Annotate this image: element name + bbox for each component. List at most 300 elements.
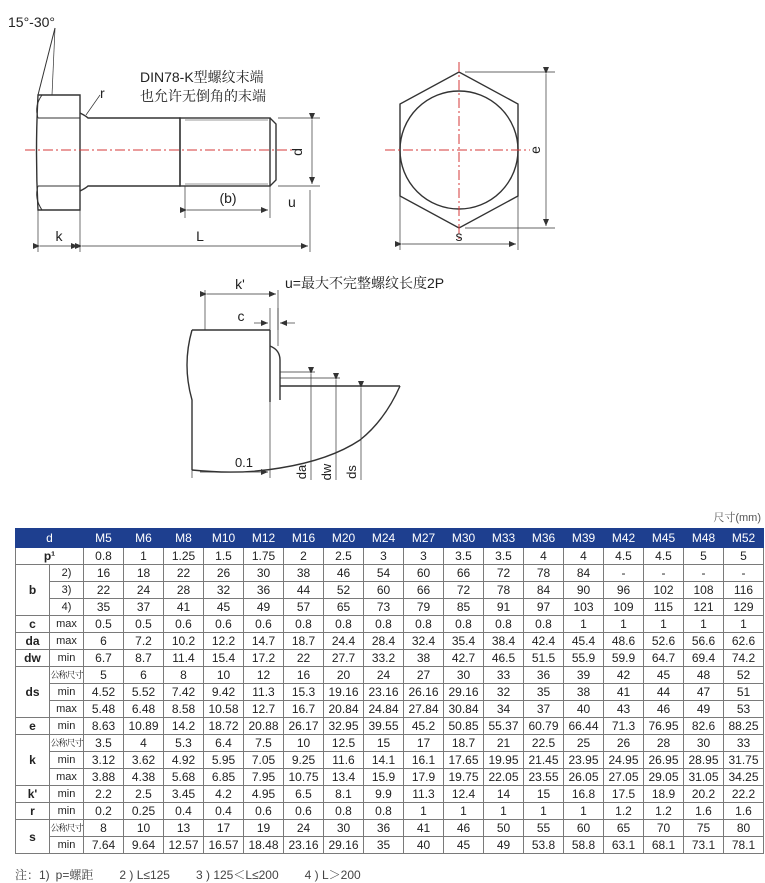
value-cell: 1 (124, 548, 164, 565)
value-cell: 78 (524, 565, 564, 582)
value-cell: 74.2 (724, 650, 764, 667)
param-label: k (16, 735, 50, 786)
sub-label: 3) (50, 582, 84, 599)
value-cell: 23.95 (564, 752, 604, 769)
end-note-line1: DIN78-K型螺纹末端 (140, 69, 264, 85)
value-cell: 29.16 (324, 837, 364, 854)
value-cell: 6.4 (204, 735, 244, 752)
header-size: M5 (84, 529, 124, 548)
value-cell: 6.5 (284, 786, 324, 803)
value-cell: 48 (684, 667, 724, 684)
value-cell: 10.58 (204, 701, 244, 718)
value-cell: 28.4 (364, 633, 404, 650)
value-cell: 1.6 (724, 803, 764, 820)
value-cell: 29.16 (444, 684, 484, 701)
sub-label: max (50, 769, 84, 786)
value-cell: 3 (364, 548, 404, 565)
end-note-line2: 也允许无倒角的末端 (140, 88, 266, 104)
value-cell: 46 (644, 701, 684, 718)
value-cell: 6 (84, 633, 124, 650)
value-cell: 27.7 (324, 650, 364, 667)
value-cell: 91 (484, 599, 524, 616)
header-size: M24 (364, 529, 404, 548)
value-cell: 10.75 (284, 769, 324, 786)
value-cell: 57 (284, 599, 324, 616)
value-cell: 82.6 (684, 718, 724, 735)
value-cell: 0.8 (404, 616, 444, 633)
value-cell: 55.9 (564, 650, 604, 667)
value-cell: 4 (564, 548, 604, 565)
value-cell: 53 (724, 701, 764, 718)
value-cell: 13 (164, 820, 204, 837)
value-cell: 54 (364, 565, 404, 582)
value-cell: 18.9 (644, 786, 684, 803)
value-cell: 30 (684, 735, 724, 752)
value-cell: 0.5 (124, 616, 164, 633)
value-cell: 75 (684, 820, 724, 837)
value-cell: 3.45 (164, 786, 204, 803)
value-cell: 31.75 (724, 752, 764, 769)
bolt-dimension-table (15, 528, 764, 854)
value-cell: 66.44 (564, 718, 604, 735)
table-row (16, 735, 764, 752)
bolt-side-view (25, 28, 320, 252)
header-size: M33 (484, 529, 524, 548)
param-label: p¹ (16, 548, 84, 565)
value-cell: 9.9 (364, 786, 404, 803)
value-cell: 22 (84, 582, 124, 599)
value-cell: 24.95 (604, 752, 644, 769)
value-cell: 0.6 (204, 616, 244, 633)
value-cell: 53.8 (524, 837, 564, 854)
value-cell: 17.5 (604, 786, 644, 803)
value-cell: 16 (284, 667, 324, 684)
value-cell: 28 (644, 735, 684, 752)
value-cell: 56.6 (684, 633, 724, 650)
header-size: M48 (684, 529, 724, 548)
value-cell: 5.3 (164, 735, 204, 752)
value-cell: 21.45 (524, 752, 564, 769)
value-cell: 3.88 (84, 769, 124, 786)
header-size: M27 (404, 529, 444, 548)
value-cell: 8.63 (84, 718, 124, 735)
value-cell: 8.1 (324, 786, 364, 803)
value-cell: 0.8 (284, 616, 324, 633)
value-cell: 7.42 (164, 684, 204, 701)
value-cell: 46 (444, 820, 484, 837)
sub-label: 公称尺寸 (50, 820, 84, 837)
value-cell: 40 (404, 837, 444, 854)
value-cell: 45 (644, 667, 684, 684)
footnote-1: p=螺距 (55, 868, 94, 882)
value-cell: 109 (604, 599, 644, 616)
value-cell: 12 (244, 667, 284, 684)
header-size: M45 (644, 529, 684, 548)
dim-dw-label: dw (319, 463, 334, 481)
value-cell: 108 (684, 582, 724, 599)
value-cell: 23.16 (284, 837, 324, 854)
value-cell: 5.68 (164, 769, 204, 786)
value-cell: 35 (364, 837, 404, 854)
table-row (16, 616, 764, 633)
value-cell: 44 (284, 582, 324, 599)
value-cell: 17.9 (404, 769, 444, 786)
value-cell: 22.5 (524, 735, 564, 752)
value-cell: 11.4 (164, 650, 204, 667)
value-cell: 23.16 (364, 684, 404, 701)
value-cell: 6.48 (124, 701, 164, 718)
value-cell: 33.2 (364, 650, 404, 667)
dim-s-label: s (455, 228, 463, 244)
table-row (16, 752, 764, 769)
header-size: M6 (124, 529, 164, 548)
value-cell: 4 (524, 548, 564, 565)
value-cell: 45 (444, 837, 484, 854)
value-cell: 18.48 (244, 837, 284, 854)
value-cell: 1.25 (164, 548, 204, 565)
value-cell: 45.4 (564, 633, 604, 650)
sub-label: 公称尺寸 (50, 667, 84, 684)
value-cell: 0.8 (84, 548, 124, 565)
sub-label: 2) (50, 565, 84, 582)
param-label: r (16, 803, 50, 820)
value-cell: 0.25 (124, 803, 164, 820)
value-cell: 1.2 (644, 803, 684, 820)
value-cell: 2.5 (324, 548, 364, 565)
value-cell: 42.4 (524, 633, 564, 650)
value-cell: 30 (244, 565, 284, 582)
value-cell: 66 (404, 582, 444, 599)
value-cell: 0.2 (84, 803, 124, 820)
value-cell: 80 (724, 820, 764, 837)
value-cell: 5.52 (124, 684, 164, 701)
table-row (16, 548, 764, 565)
value-cell: 47 (684, 684, 724, 701)
value-cell: 0.5 (84, 616, 124, 633)
value-cell: 115 (644, 599, 684, 616)
value-cell: 90 (564, 582, 604, 599)
value-cell: 1.2 (604, 803, 644, 820)
table-row (16, 667, 764, 684)
value-cell: 1 (644, 616, 684, 633)
value-cell: 14.2 (164, 718, 204, 735)
table-row (16, 701, 764, 718)
value-cell: 26 (204, 565, 244, 582)
value-cell: 5 (684, 548, 724, 565)
value-cell: 21 (484, 735, 524, 752)
dim-L-label: L (196, 228, 204, 244)
unit-label: 尺寸(mm) (713, 512, 761, 524)
value-cell: 60 (364, 582, 404, 599)
value-cell: 27.05 (604, 769, 644, 786)
value-cell: 12.4 (444, 786, 484, 803)
value-cell: 26.05 (564, 769, 604, 786)
value-cell: 26.16 (404, 684, 444, 701)
value-cell: 4.95 (244, 786, 284, 803)
value-cell: 37 (524, 701, 564, 718)
value-cell: 4.5 (604, 548, 644, 565)
header-size: M20 (324, 529, 364, 548)
value-cell: 69.4 (684, 650, 724, 667)
value-cell: 76.95 (644, 718, 684, 735)
dim-e-label: e (527, 146, 543, 154)
value-cell: 28.95 (684, 752, 724, 769)
footnote (15, 866, 387, 883)
dim-r-label: r (100, 85, 105, 101)
value-cell: 66 (444, 565, 484, 582)
value-cell: 38.4 (484, 633, 524, 650)
value-cell: 26.95 (644, 752, 684, 769)
table-row (16, 684, 764, 701)
value-cell: 1 (564, 616, 604, 633)
angle-label: 15°-30° (8, 14, 56, 30)
value-cell: - (684, 565, 724, 582)
value-cell: 65 (604, 820, 644, 837)
value-cell: 60.79 (524, 718, 564, 735)
value-cell: 22 (284, 650, 324, 667)
value-cell: 71.3 (604, 718, 644, 735)
value-cell: 28 (164, 582, 204, 599)
value-cell: 0.8 (364, 616, 404, 633)
value-cell: 17 (404, 735, 444, 752)
value-cell: 45.2 (404, 718, 444, 735)
dim-k-prime-label: k' (235, 276, 245, 292)
value-cell: 0.8 (484, 616, 524, 633)
value-cell: 18.7 (284, 633, 324, 650)
value-cell: 38 (564, 684, 604, 701)
value-cell: 1.5 (204, 548, 244, 565)
value-cell: 70 (644, 820, 684, 837)
param-label: s (16, 820, 50, 854)
table-row (16, 633, 764, 650)
value-cell: 0.6 (284, 803, 324, 820)
value-cell: 63.1 (604, 837, 644, 854)
value-cell: 32.4 (404, 633, 444, 650)
value-cell: 64.7 (644, 650, 684, 667)
value-cell: 50.85 (444, 718, 484, 735)
footnote-prefix: 注：1) (15, 868, 50, 882)
value-cell: 1 (524, 803, 564, 820)
value-cell: 7.2 (124, 633, 164, 650)
value-cell: 48.6 (604, 633, 644, 650)
value-cell: 116 (724, 582, 764, 599)
value-cell: 27 (404, 667, 444, 684)
value-cell: 52 (324, 582, 364, 599)
param-label: b (16, 565, 50, 616)
value-cell: 22 (164, 565, 204, 582)
value-cell: 7.05 (244, 752, 284, 769)
value-cell: 68.1 (644, 837, 684, 854)
value-cell: 20.88 (244, 718, 284, 735)
table-row (16, 786, 764, 803)
table-row (16, 718, 764, 735)
value-cell: 14.1 (364, 752, 404, 769)
value-cell: 1 (404, 803, 444, 820)
value-cell: 34.25 (724, 769, 764, 786)
sub-label: min (50, 803, 84, 820)
value-cell: 24 (364, 667, 404, 684)
value-cell: 24.84 (364, 701, 404, 718)
value-cell: 16.7 (284, 701, 324, 718)
dim-da-label: da (294, 464, 309, 480)
value-cell: 38 (404, 650, 444, 667)
value-cell: 79 (404, 599, 444, 616)
value-cell: 0.8 (524, 616, 564, 633)
dim-u-label: u (288, 194, 296, 210)
value-cell: 8 (164, 667, 204, 684)
table-row (16, 565, 764, 582)
value-cell: 1 (484, 803, 524, 820)
header-size: M30 (444, 529, 484, 548)
sub-label: min (50, 752, 84, 769)
value-cell: 3 (404, 548, 444, 565)
param-label: da (16, 633, 50, 650)
value-cell: 46 (324, 565, 364, 582)
sub-label: 4) (50, 599, 84, 616)
value-cell: 26.17 (284, 718, 324, 735)
value-cell: 49 (244, 599, 284, 616)
header-size: M39 (564, 529, 604, 548)
value-cell: 8 (84, 820, 124, 837)
footnote-4: 4 ) L＞200 (304, 868, 361, 882)
sub-label: min (50, 650, 84, 667)
value-cell: 14 (484, 786, 524, 803)
param-label: k' (16, 786, 50, 803)
value-cell: 5 (84, 667, 124, 684)
value-cell: 35 (84, 599, 124, 616)
dim-gap-label: 0.1 (234, 455, 254, 470)
value-cell: 35 (524, 684, 564, 701)
value-cell: 17.65 (444, 752, 484, 769)
value-cell: 2.5 (124, 786, 164, 803)
value-cell: 103 (564, 599, 604, 616)
table-body (16, 548, 764, 854)
value-cell: 15.4 (204, 650, 244, 667)
value-cell: 73.1 (684, 837, 724, 854)
value-cell: 4.2 (204, 786, 244, 803)
header-size: M8 (164, 529, 204, 548)
value-cell: 41 (404, 820, 444, 837)
value-cell: 51.5 (524, 650, 564, 667)
value-cell: 20 (324, 667, 364, 684)
sub-label: max (50, 701, 84, 718)
value-cell: 4 (124, 735, 164, 752)
table-row (16, 599, 764, 616)
value-cell: 0.8 (324, 616, 364, 633)
value-cell: 35.4 (444, 633, 484, 650)
value-cell: 10 (204, 667, 244, 684)
value-cell: 42 (604, 667, 644, 684)
value-cell: 39.55 (364, 718, 404, 735)
value-cell: 59.9 (604, 650, 644, 667)
value-cell: 9.64 (124, 837, 164, 854)
value-cell: 4.38 (124, 769, 164, 786)
value-cell: 9.25 (284, 752, 324, 769)
table-row (16, 769, 764, 786)
value-cell: 96 (604, 582, 644, 599)
value-cell: - (644, 565, 684, 582)
value-cell: 36 (244, 582, 284, 599)
value-cell: 1 (684, 616, 724, 633)
value-cell: 20.84 (324, 701, 364, 718)
bolt-end-view (385, 62, 555, 250)
value-cell: 12.57 (164, 837, 204, 854)
value-cell: 27.84 (404, 701, 444, 718)
value-cell: 37 (124, 599, 164, 616)
value-cell: 0.8 (324, 803, 364, 820)
sub-label: min (50, 718, 84, 735)
value-cell: 16.1 (404, 752, 444, 769)
footnote-3: 3 ) 125＜L≤200 (195, 868, 279, 882)
dim-c-label: c (237, 308, 245, 324)
value-cell: 33 (724, 735, 764, 752)
param-label: ds (16, 667, 50, 718)
value-cell: 11.6 (324, 752, 364, 769)
value-cell: 11.3 (244, 684, 284, 701)
value-cell: 29.05 (644, 769, 684, 786)
dim-b-label: (b) (219, 190, 237, 206)
value-cell: 22.2 (724, 786, 764, 803)
value-cell: 72 (484, 565, 524, 582)
table-row (16, 820, 764, 837)
value-cell: 17.2 (244, 650, 284, 667)
value-cell: 26 (604, 735, 644, 752)
sub-label: max (50, 633, 84, 650)
value-cell: 0.4 (204, 803, 244, 820)
param-label: dw (16, 650, 50, 667)
value-cell: 24 (284, 820, 324, 837)
value-cell: 15 (364, 735, 404, 752)
value-cell: 5 (724, 548, 764, 565)
value-cell: 7.5 (244, 735, 284, 752)
header-size: M12 (244, 529, 284, 548)
value-cell: 42.7 (444, 650, 484, 667)
value-cell: 14.7 (244, 633, 284, 650)
value-cell: 129 (724, 599, 764, 616)
value-cell: 51 (724, 684, 764, 701)
value-cell: 38 (284, 565, 324, 582)
value-cell: 30.84 (444, 701, 484, 718)
value-cell: 32 (484, 684, 524, 701)
value-cell: 41 (164, 599, 204, 616)
header-size: M42 (604, 529, 644, 548)
table-row (16, 837, 764, 854)
value-cell: 102 (644, 582, 684, 599)
value-cell: 6.85 (204, 769, 244, 786)
value-cell: 5.48 (84, 701, 124, 718)
value-cell: 73 (364, 599, 404, 616)
value-cell: 3.5 (84, 735, 124, 752)
value-cell: 9.42 (204, 684, 244, 701)
value-cell: 44 (644, 684, 684, 701)
value-cell: - (604, 565, 644, 582)
value-cell: 10.89 (124, 718, 164, 735)
value-cell: 15.9 (364, 769, 404, 786)
value-cell: 1 (604, 616, 644, 633)
value-cell: 19.16 (324, 684, 364, 701)
value-cell: 43 (604, 701, 644, 718)
value-cell: 60 (564, 820, 604, 837)
table-row (16, 582, 764, 599)
value-cell: 3.62 (124, 752, 164, 769)
value-cell: 60 (404, 565, 444, 582)
value-cell: 6 (124, 667, 164, 684)
dim-ds-label: ds (344, 465, 359, 479)
value-cell: 19 (244, 820, 284, 837)
value-cell: 19.75 (444, 769, 484, 786)
value-cell: 16.8 (564, 786, 604, 803)
value-cell: 49 (684, 701, 724, 718)
